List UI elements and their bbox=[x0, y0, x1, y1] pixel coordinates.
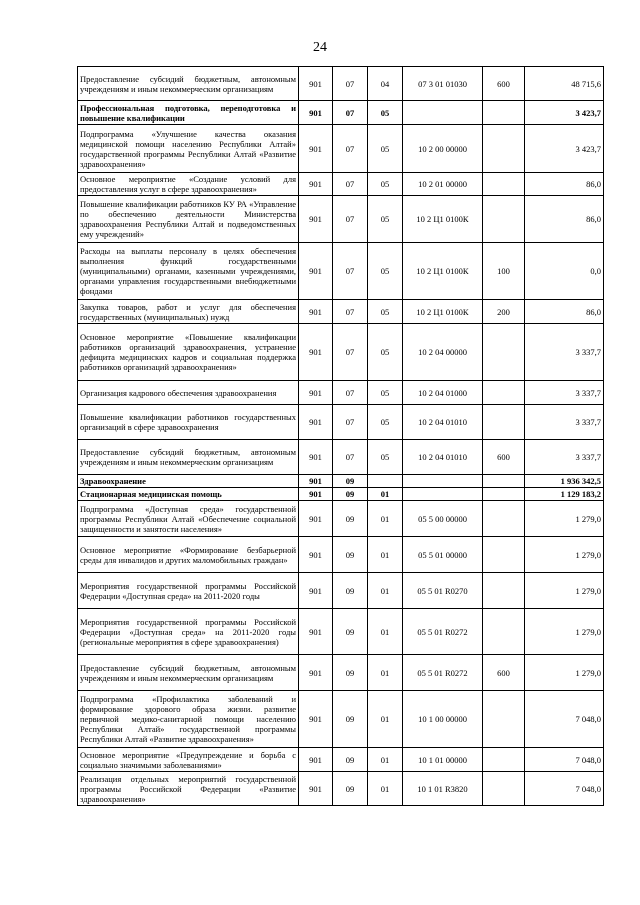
row-name: Основное мероприятие «Создание условий для предоставления услуг в сфере здравоохранения» bbox=[78, 173, 299, 196]
row-subsection-code: 05 bbox=[368, 405, 403, 440]
row-amount: 1 279,0 bbox=[525, 655, 604, 691]
row-expense-type-code bbox=[483, 772, 525, 806]
row-expense-type-code bbox=[483, 475, 525, 488]
row-name: Основное мероприятие «Формирование безбарьерной среды для инвалидов и других маломобильных граждан» bbox=[78, 537, 299, 573]
row-expense-type-code bbox=[483, 748, 525, 772]
row-name: Основное мероприятие «Повышение квалификации работников организаций здравоохранения, устранение дефицита медицинских кадров и социальная поддержка работников организаций здравоохранения» bbox=[78, 324, 299, 381]
row-grbs-code: 901 bbox=[299, 67, 333, 101]
row-target-article-code: 10 1 01 00000 bbox=[403, 748, 483, 772]
row-name: Мероприятия государственной программы Российской Федерации «Доступная среда» на 2011-2020 годы (региональные мероприятия в сфере здравоохранения) bbox=[78, 609, 299, 655]
table-row bbox=[78, 537, 604, 573]
row-name: Подпрограмма «Улучшение качества оказания медицинской помощи населению Республики Алтай» государственной программы Республики Алтай «Развитие здравоохранения» bbox=[78, 125, 299, 173]
row-grbs-code: 901 bbox=[299, 440, 333, 475]
table-row bbox=[78, 609, 604, 655]
page-number: 24 bbox=[313, 40, 327, 55]
row-grbs-code: 901 bbox=[299, 243, 333, 300]
row-amount: 48 715,6 bbox=[525, 67, 604, 101]
row-expense-type-code: 600 bbox=[483, 440, 525, 475]
row-expense-type-code bbox=[483, 125, 525, 173]
row-expense-type-code bbox=[483, 501, 525, 537]
row-name: Предоставление субсидий бюджетным, автономным учреждениям и иным некоммерческим организациям bbox=[78, 67, 299, 101]
row-expense-type-code: 200 bbox=[483, 300, 525, 324]
table-row bbox=[78, 691, 604, 748]
row-section-code: 07 bbox=[333, 300, 368, 324]
budget-table bbox=[77, 66, 604, 806]
row-amount: 86,0 bbox=[525, 300, 604, 324]
row-expense-type-code bbox=[483, 324, 525, 381]
row-target-article-code: 10 2 Ц1 0100К bbox=[403, 196, 483, 243]
row-section-code: 09 bbox=[333, 772, 368, 806]
row-target-article-code: 10 2 01 00000 bbox=[403, 173, 483, 196]
row-section-code: 09 bbox=[333, 573, 368, 609]
row-expense-type-code bbox=[483, 405, 525, 440]
row-subsection-code: 05 bbox=[368, 300, 403, 324]
row-target-article-code: 10 1 00 00000 bbox=[403, 691, 483, 748]
row-grbs-code: 901 bbox=[299, 381, 333, 405]
row-name: Стационарная медицинская помощь bbox=[78, 488, 299, 501]
row-subsection-code: 05 bbox=[368, 196, 403, 243]
row-name: Повышение квалификации работников КУ РА «Управление по обеспечению деятельности Министерства здравоохранения Республики Алтай и подведомственных ему учреждений» bbox=[78, 196, 299, 243]
table-row bbox=[78, 381, 604, 405]
row-grbs-code: 901 bbox=[299, 324, 333, 381]
row-name: Предоставление субсидий бюджетным, автономным учреждениям и иным некоммерческим организациям bbox=[78, 655, 299, 691]
row-subsection-code: 01 bbox=[368, 573, 403, 609]
row-grbs-code: 901 bbox=[299, 101, 333, 125]
row-section-code: 09 bbox=[333, 537, 368, 573]
row-subsection-code: 01 bbox=[368, 609, 403, 655]
row-grbs-code: 901 bbox=[299, 475, 333, 488]
row-target-article-code: 10 2 04 01000 bbox=[403, 381, 483, 405]
row-subsection-code: 01 bbox=[368, 691, 403, 748]
row-amount: 1 279,0 bbox=[525, 573, 604, 609]
row-name: Реализация отдельных мероприятий государственной программы Российской Федерации «Развитие здравоохранения» bbox=[78, 772, 299, 806]
row-target-article-code: 10 2 04 01010 bbox=[403, 405, 483, 440]
row-name: Расходы на выплаты персоналу в целях обеспечения выполнения функций государственными (муниципальными) органами, казенными учреждениями, органами управления государственными внебюджетными фондами bbox=[78, 243, 299, 300]
row-name: Мероприятия государственной программы Российской Федерации «Доступная среда» на 2011-2020 годы bbox=[78, 573, 299, 609]
row-grbs-code: 901 bbox=[299, 537, 333, 573]
row-expense-type-code: 100 bbox=[483, 243, 525, 300]
row-amount: 1 279,0 bbox=[525, 537, 604, 573]
row-grbs-code: 901 bbox=[299, 748, 333, 772]
table-row bbox=[78, 300, 604, 324]
row-section-code: 07 bbox=[333, 405, 368, 440]
row-target-article-code: 05 5 01 R0272 bbox=[403, 655, 483, 691]
row-grbs-code: 901 bbox=[299, 573, 333, 609]
row-target-article-code: 05 5 01 R0270 bbox=[403, 573, 483, 609]
table-row bbox=[78, 501, 604, 537]
row-expense-type-code bbox=[483, 573, 525, 609]
row-grbs-code: 901 bbox=[299, 173, 333, 196]
row-section-code: 07 bbox=[333, 324, 368, 381]
row-amount: 3 337,7 bbox=[525, 440, 604, 475]
row-target-article-code: 10 2 00 00000 bbox=[403, 125, 483, 173]
row-target-article-code bbox=[403, 488, 483, 501]
budget-table-body bbox=[78, 67, 604, 806]
row-amount: 3 423,7 bbox=[525, 125, 604, 173]
row-target-article-code: 05 5 01 00000 bbox=[403, 537, 483, 573]
row-expense-type-code bbox=[483, 488, 525, 501]
row-name: Закупка товаров, работ и услуг для обеспечения государственных (муниципальных) нужд bbox=[78, 300, 299, 324]
table-row bbox=[78, 324, 604, 381]
table-row bbox=[78, 405, 604, 440]
row-amount: 3 423,7 bbox=[525, 101, 604, 125]
row-grbs-code: 901 bbox=[299, 300, 333, 324]
row-name: Организация кадрового обеспечения здравоохранения bbox=[78, 381, 299, 405]
row-amount: 1 129 183,2 bbox=[525, 488, 604, 501]
table-row bbox=[78, 772, 604, 806]
row-name: Подпрограмма «Профилактика заболеваний и формирование здорового образа жизни. развитие первичной медико-санитарной помощи населению Республики Алтай» государственной программы Республики Алтай «Развитие здравоохранения» bbox=[78, 691, 299, 748]
row-section-code: 07 bbox=[333, 67, 368, 101]
row-expense-type-code bbox=[483, 381, 525, 405]
row-grbs-code: 901 bbox=[299, 772, 333, 806]
row-target-article-code: 10 2 04 00000 bbox=[403, 324, 483, 381]
row-section-code: 07 bbox=[333, 101, 368, 125]
row-subsection-code: 01 bbox=[368, 772, 403, 806]
row-target-article-code bbox=[403, 475, 483, 488]
row-subsection-code: 01 bbox=[368, 748, 403, 772]
table-row bbox=[78, 125, 604, 173]
row-target-article-code: 10 2 04 01010 bbox=[403, 440, 483, 475]
row-section-code: 07 bbox=[333, 440, 368, 475]
row-amount: 1 279,0 bbox=[525, 609, 604, 655]
row-amount: 1 936 342,5 bbox=[525, 475, 604, 488]
row-section-code: 07 bbox=[333, 173, 368, 196]
table-row bbox=[78, 573, 604, 609]
row-grbs-code: 901 bbox=[299, 501, 333, 537]
row-amount: 7 048,0 bbox=[525, 772, 604, 806]
row-amount: 7 048,0 bbox=[525, 748, 604, 772]
row-target-article-code: 10 1 01 R3820 bbox=[403, 772, 483, 806]
row-expense-type-code: 600 bbox=[483, 67, 525, 101]
table-row bbox=[78, 475, 604, 488]
table-row bbox=[78, 101, 604, 125]
row-expense-type-code bbox=[483, 691, 525, 748]
row-amount: 86,0 bbox=[525, 173, 604, 196]
row-section-code: 09 bbox=[333, 609, 368, 655]
row-target-article-code bbox=[403, 101, 483, 125]
row-section-code: 09 bbox=[333, 488, 368, 501]
row-expense-type-code bbox=[483, 173, 525, 196]
row-amount: 7 048,0 bbox=[525, 691, 604, 748]
row-expense-type-code bbox=[483, 101, 525, 125]
table-row bbox=[78, 440, 604, 475]
row-grbs-code: 901 bbox=[299, 609, 333, 655]
row-section-code: 09 bbox=[333, 655, 368, 691]
row-grbs-code: 901 bbox=[299, 125, 333, 173]
table-row bbox=[78, 243, 604, 300]
row-amount: 0,0 bbox=[525, 243, 604, 300]
row-subsection-code bbox=[368, 475, 403, 488]
row-grbs-code: 901 bbox=[299, 405, 333, 440]
row-grbs-code: 901 bbox=[299, 655, 333, 691]
row-subsection-code: 01 bbox=[368, 501, 403, 537]
row-target-article-code: 10 2 Ц1 0100К bbox=[403, 300, 483, 324]
row-subsection-code: 01 bbox=[368, 488, 403, 501]
row-amount: 86,0 bbox=[525, 196, 604, 243]
row-expense-type-code bbox=[483, 537, 525, 573]
row-subsection-code: 05 bbox=[368, 324, 403, 381]
row-name: Подпрограмма «Доступная среда» государственной программы Республики Алтай «Обеспечение социальной защищенности и занятости населения» bbox=[78, 501, 299, 537]
row-amount: 3 337,7 bbox=[525, 405, 604, 440]
row-expense-type-code: 600 bbox=[483, 655, 525, 691]
row-target-article-code: 05 5 01 R0272 bbox=[403, 609, 483, 655]
row-name: Предоставление субсидий бюджетным, автономным учреждениям и иным некоммерческим организациям bbox=[78, 440, 299, 475]
row-section-code: 09 bbox=[333, 501, 368, 537]
row-grbs-code: 901 bbox=[299, 196, 333, 243]
row-name: Повышение квалификации работников государственных организаций в сфере здравоохранения bbox=[78, 405, 299, 440]
row-grbs-code: 901 bbox=[299, 691, 333, 748]
row-amount: 1 279,0 bbox=[525, 501, 604, 537]
row-subsection-code: 05 bbox=[368, 125, 403, 173]
row-name: Профессиональная подготовка, переподготовка и повышение квалификации bbox=[78, 101, 299, 125]
row-subsection-code: 05 bbox=[368, 101, 403, 125]
row-subsection-code: 05 bbox=[368, 440, 403, 475]
row-expense-type-code bbox=[483, 196, 525, 243]
row-amount: 3 337,7 bbox=[525, 381, 604, 405]
row-amount: 3 337,7 bbox=[525, 324, 604, 381]
row-name: Здравоохранение bbox=[78, 475, 299, 488]
row-grbs-code: 901 bbox=[299, 488, 333, 501]
row-subsection-code: 05 bbox=[368, 381, 403, 405]
row-subsection-code: 05 bbox=[368, 243, 403, 300]
table-row bbox=[78, 196, 604, 243]
row-target-article-code: 10 2 Ц1 0100К bbox=[403, 243, 483, 300]
row-section-code: 09 bbox=[333, 475, 368, 488]
row-subsection-code: 04 bbox=[368, 67, 403, 101]
row-section-code: 09 bbox=[333, 748, 368, 772]
row-target-article-code: 07 3 01 01030 bbox=[403, 67, 483, 101]
row-section-code: 07 bbox=[333, 243, 368, 300]
table-row bbox=[78, 67, 604, 101]
row-target-article-code: 05 5 00 00000 bbox=[403, 501, 483, 537]
table-row bbox=[78, 488, 604, 501]
row-name: Основное мероприятие «Предупреждение и борьба с социально значимыми заболеваниями» bbox=[78, 748, 299, 772]
row-expense-type-code bbox=[483, 609, 525, 655]
table-row bbox=[78, 655, 604, 691]
row-subsection-code: 01 bbox=[368, 655, 403, 691]
row-section-code: 09 bbox=[333, 691, 368, 748]
row-section-code: 07 bbox=[333, 381, 368, 405]
table-row bbox=[78, 173, 604, 196]
row-section-code: 07 bbox=[333, 125, 368, 173]
row-subsection-code: 05 bbox=[368, 173, 403, 196]
row-section-code: 07 bbox=[333, 196, 368, 243]
row-subsection-code: 01 bbox=[368, 537, 403, 573]
table-row bbox=[78, 748, 604, 772]
